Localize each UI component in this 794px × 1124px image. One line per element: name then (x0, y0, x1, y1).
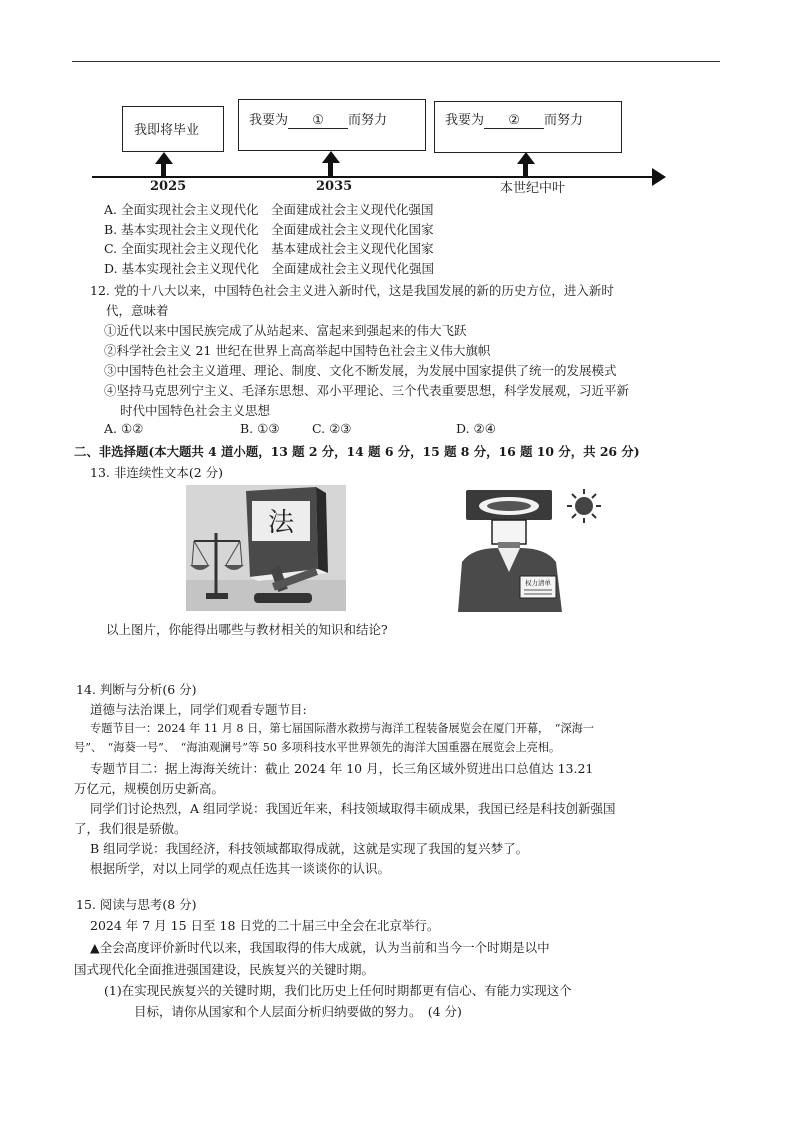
q14-program-1: 专题节目一：2024 年 11 月 8 日，第七届国际潜水救捞与海洋工程装备展览会在厦门开幕， “深海一 (90, 722, 595, 735)
q14-intro: 道德与法治课上，同学们观看专题节目: (90, 702, 307, 717)
blank-2: ② (484, 113, 544, 129)
q15-sub-1: (1)在实现民族复兴的关键时期，我们比历史上任何时期都更有信心、有能力实现这个 (104, 983, 572, 998)
timeline-box-2035 (238, 99, 426, 151)
q12-option-c: C. ②③ (312, 421, 352, 436)
timeline-box-graduate-text: 我即将毕业 (134, 123, 200, 138)
timeline-box-midcentury (434, 101, 622, 153)
q12-item-3: ③中国特色社会主义道理、理论、制度、文化不断发展，为发展中国家提供了统一的发展模式 (104, 363, 617, 378)
power-list-card-text: 权力清单 (525, 579, 551, 587)
book-title-char: 法 (267, 508, 295, 538)
up-arrow-shaft (328, 162, 333, 176)
law-book-image (186, 485, 346, 611)
header-rule (72, 61, 720, 62)
timeline-label-2025: 2025 (150, 179, 187, 194)
timeline-axis (92, 176, 662, 178)
q15-sub-1-cont: 目标，请你从国家和个人层面分析归纳要做的努力。 (4 分) (134, 1004, 462, 1019)
box3-suffix: 而努力 (544, 113, 584, 128)
q15-title: 15. 阅读与思考(8 分) (76, 897, 197, 912)
q14-title: 14. 判断与分析(6 分) (76, 682, 197, 697)
q12-option-d: D. ②④ (456, 421, 496, 436)
q15-line-2: ▲全会高度评价新时代以来，我国取得的伟大成就，认为当前和当今一个时期是以中 (90, 940, 550, 955)
q12-stem-cont: 代，意味着 (106, 303, 169, 318)
timeline-box-midcentury-text (445, 109, 583, 129)
q14-group-a: 同学们讨论热烈，A 组同学说：我国近年来，科技领域取得丰硕成果，我国已经是科技创新强国 (90, 801, 616, 816)
power-list-image (448, 486, 608, 612)
q12-option-a: A. ①② (104, 421, 144, 436)
timeline-label-2035: 2035 (316, 179, 353, 194)
q15-line-3: 国式现代化全面推进强国建设，民族复兴的关键时期。 (74, 962, 375, 977)
timeline-box-2035-text (249, 109, 387, 129)
q13-title: 13. 非连续性文本(2 分) (90, 465, 224, 480)
q11-option-b: B. 基本实现社会主义现代化 全面建成社会主义现代化国家 (104, 222, 434, 237)
timeline-label-midcentury: 本世纪中叶 (500, 181, 566, 196)
q12-item-1: ①近代以来中国民族完成了从站起来、富起来到强起来的伟大飞跃 (104, 323, 467, 338)
q12-stem: 12. 党的十八大以来，中国特色社会主义进入新时代，这是我国发展的新的历史方位，进入新时 (90, 283, 614, 298)
box2-suffix: 而努力 (348, 113, 388, 128)
q14-program-2: 专题节目二：据上海海关统计：截止 2024 年 10 月，长三角区域外贸进出口总值达 13.21 (90, 761, 594, 776)
arrow-right-icon (652, 168, 666, 186)
q14-task: 根据所学，对以上同学的观点任选其一谈谈你的认识。 (90, 861, 391, 876)
box3-prefix: 我要为 (445, 113, 485, 128)
q14-group-b: B 组同学说：我国经济，科技领域都取得成就，这就是实现了我国的复兴梦了。 (90, 841, 529, 856)
q14-program-1-cont: 号”、 “海葵一号”、 “海油观澜号”等 50 多项科技水平世界领先的海洋大国重器在展览会上亮相。 (74, 741, 561, 754)
q13-prompt: 以上图片，你能得出哪些与教材相关的知识和结论? (106, 622, 388, 637)
power-list-illustration (448, 486, 608, 612)
q15-line-1: 2024 年 7 月 15 日至 18 日党的二十届三中全会在北京举行。 (90, 918, 440, 933)
q12-item-4: ④坚持马克思列宁主义、毛泽东思想、邓小平理论、三个代表重要思想，科学发展观，习近平新 (104, 383, 630, 398)
blank-1: ① (288, 113, 348, 129)
q11-option-c: C. 全面实现社会主义现代化 基本建成社会主义现代化国家 (104, 241, 434, 256)
q12-item-4-cont: 时代中国特色社会主义思想 (120, 403, 271, 418)
q14-program-2-cont: 万亿元，规模创历史新高。 (74, 781, 225, 796)
up-arrow-shaft (523, 163, 528, 176)
timeline-box-graduate (122, 106, 224, 152)
q12-option-b: B. ①③ (240, 421, 280, 436)
q11-option-a: A. 全面实现社会主义现代化 全面建成社会主义现代化强国 (104, 202, 434, 217)
section-2-heading: 二、非选择题(本大题共 4 道小题，13 题 2 分，14 题 6 分，15 题 8 分，16 题 10 分，共 26 分) (74, 444, 640, 459)
q11-option-d: D. 基本实现社会主义现代化 全面建成社会主义现代化强国 (104, 261, 435, 276)
up-arrow-shaft (161, 163, 166, 176)
q12-item-2: ②科学社会主义 21 世纪在世界上高高举起中国特色社会主义伟大旗帜 (104, 343, 491, 358)
law-book-illustration (186, 485, 346, 611)
box2-prefix: 我要为 (249, 113, 289, 128)
q14-group-a-cont: 了，我们很是骄傲。 (74, 821, 187, 836)
